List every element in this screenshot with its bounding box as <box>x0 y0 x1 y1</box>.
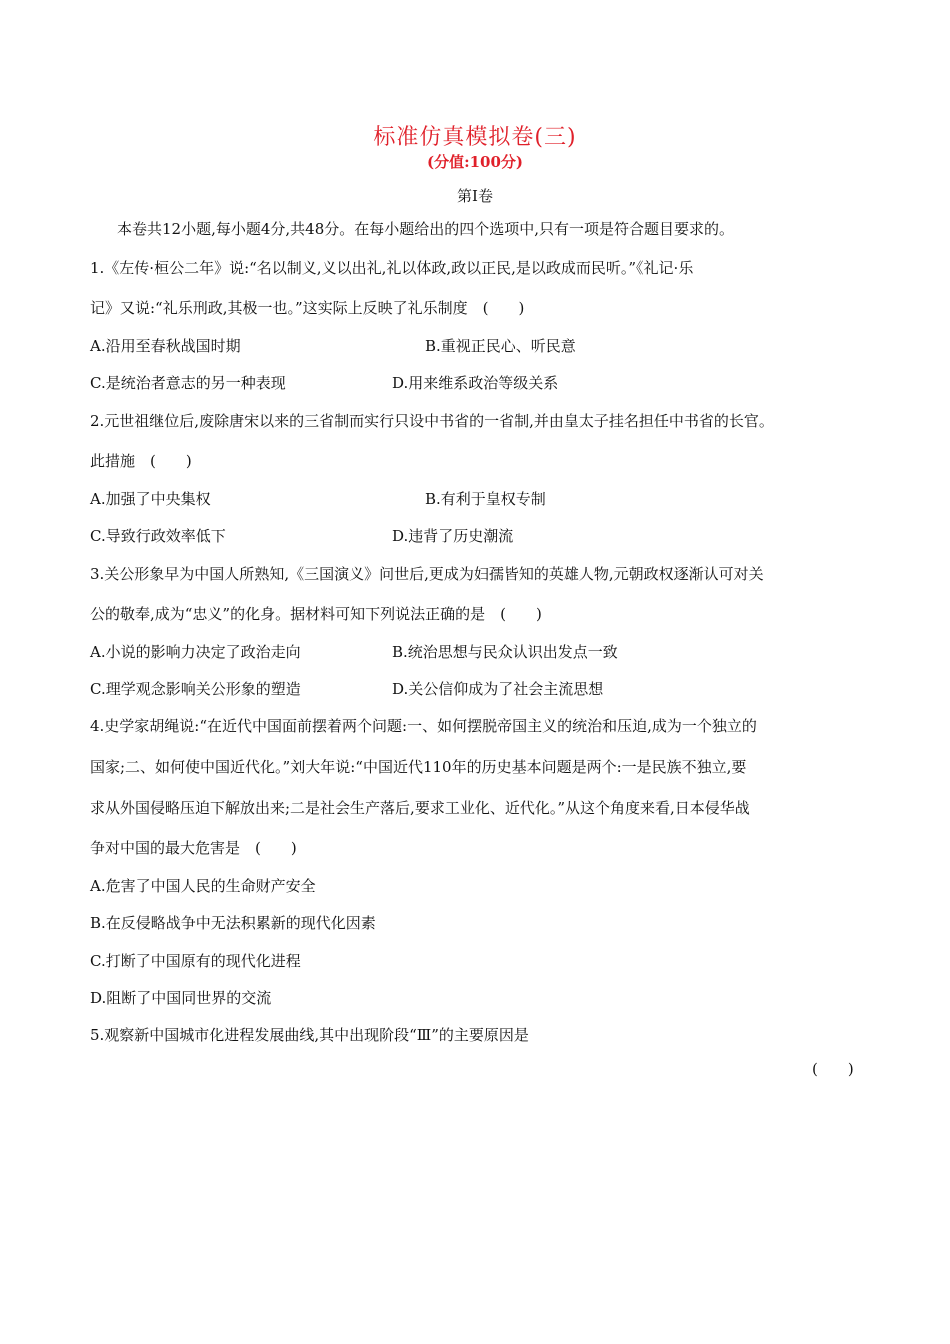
q4-option-d: D.阻断了中国同世界的交流 <box>90 989 272 1007</box>
q1-stem-line-2: 记》又说:“礼乐刑政,其极一也。”这实际上反映了礼乐制度 ( ) <box>90 299 525 317</box>
q2-stem-line-1: 2.元世祖继位后,废除唐宋以来的三省制而实行只设中书省的一省制,并由皇太子挂名担任中书省的长官。 <box>90 412 774 430</box>
q2-option-c: C.导致行政效率低下 <box>90 527 226 545</box>
q1-stem-line-1: 1.《左传·桓公二年》说:“名以制义,义以出礼,礼以体政,政以正民,是以政成而民听。”《礼记·乐 <box>90 259 694 277</box>
instructions: 本卷共12小题,每小题4分,共48分。在每小题给出的四个选项中,只有一项是符合题目要求的。 <box>117 220 735 238</box>
q4-stem-line-4: 争对中国的最大危害是 ( ) <box>90 839 297 857</box>
q3-option-c: C.理学观念影响关公形象的塑造 <box>90 680 301 698</box>
q1-option-c: C.是统治者意志的另一种表现 <box>90 374 286 392</box>
q5-answer-paren: ( ) <box>812 1060 854 1078</box>
q2-option-d: D.违背了历史潮流 <box>392 527 514 545</box>
q2-option-a: A.加强了中央集权 <box>90 490 211 508</box>
section-heading: 第Ⅰ卷 <box>457 187 493 205</box>
q4-stem-line-2: 国家;二、如何使中国近代化。”刘大年说:“中国近代110年的历史基本问题是两个:一是民族不独立,要 <box>90 758 747 776</box>
q3-stem-line-2: 公的敬奉,成为“忠义”的化身。据材料可知下列说法正确的是 ( ) <box>90 605 542 623</box>
q4-stem-line-3: 求从外国侵略压迫下解放出来;二是社会生产落后,要求工业化、近代化。”从这个角度来看,日本侵华战 <box>90 799 750 817</box>
page-title: 标准仿真模拟卷(三) <box>373 125 577 150</box>
score-note: (分值:100分) <box>426 153 524 171</box>
q1-option-a: A.沿用至春秋战国时期 <box>90 337 241 355</box>
q1-option-d: D.用来维系政治等级关系 <box>392 374 559 392</box>
q3-option-b: B.统治思想与民众认识出发点一致 <box>392 643 618 661</box>
q3-option-a: A.小说的影响力决定了政治走向 <box>90 643 301 661</box>
q5-stem-line-1: 5.观察新中国城市化进程发展曲线,其中出现阶段“Ⅲ”的主要原因是 <box>90 1026 529 1044</box>
q2-option-b: B.有利于皇权专制 <box>425 490 546 508</box>
q3-option-d: D.关公信仰成为了社会主流思想 <box>392 680 604 698</box>
q3-stem-line-1: 3.关公形象早为中国人所熟知,《三国演义》问世后,更成为妇孺皆知的英雄人物,元朝政权逐渐认可对关 <box>90 565 764 583</box>
q4-option-a: A.危害了中国人民的生命财产安全 <box>90 877 316 895</box>
q4-option-c: C.打断了中国原有的现代化进程 <box>90 952 301 970</box>
q1-option-b: B.重视正民心、听民意 <box>425 337 576 355</box>
q4-stem-line-1: 4.史学家胡绳说:“在近代中国面前摆着两个问题:一、如何摆脱帝国主义的统治和压迫,成为一个独立的 <box>90 717 757 735</box>
q2-stem-line-2: 此措施 ( ) <box>90 452 192 470</box>
q4-option-b: B.在反侵略战争中无法积累新的现代化因素 <box>90 914 376 932</box>
